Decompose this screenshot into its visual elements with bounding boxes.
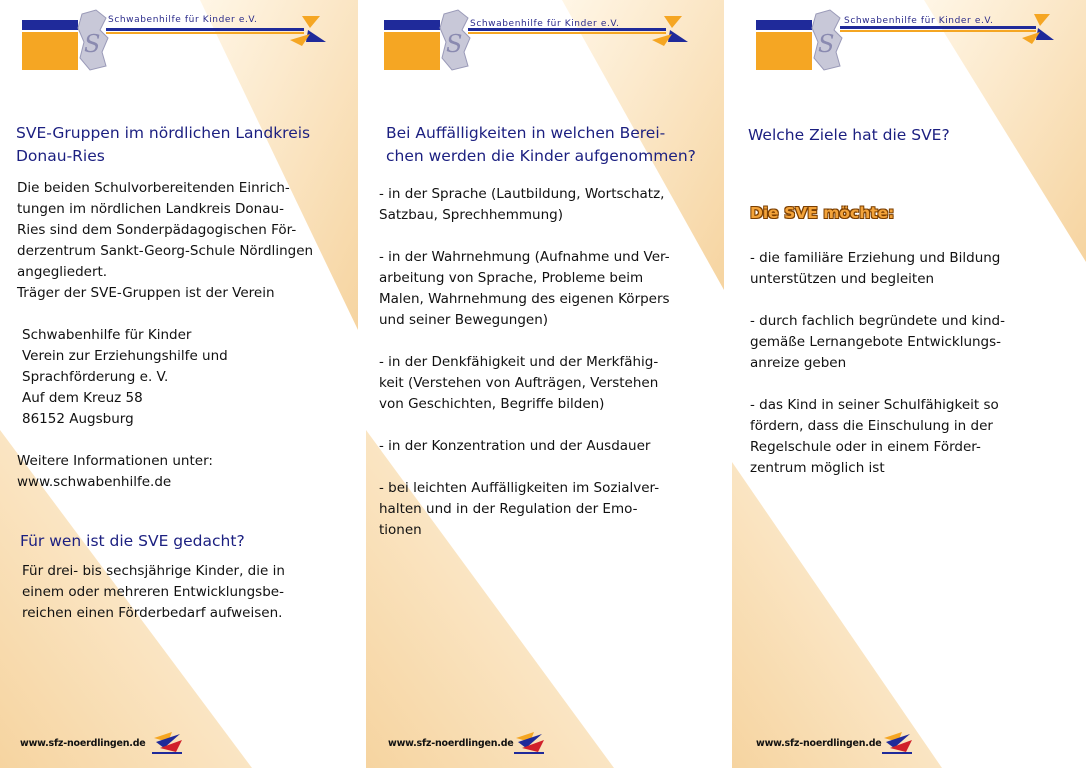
footer-logo-icon — [512, 728, 546, 756]
panel1-heading: SVE-Gruppen im nördlichen Landkreis Donau-Ries — [16, 124, 311, 165]
panel1-subheading: Für wen ist die SVE gedacht? — [20, 532, 245, 550]
panel1-address: Schwabenhilfe für Kinder Verein zur Erziehungshilfe und Sprachförderung e. V. Auf dem Kreuz 58 86152 Augsburg — [22, 327, 228, 427]
panel-2 — [362, 0, 724, 768]
list-item: - das Kind in seiner Schulfähigkeit so fördern, dass die Einschulung in der Regelschule oder in einem Förder- zentrum möglich ist — [750, 397, 999, 476]
list-item: - in der Sprache (Lautbildung, Wortschatz, Satzbau, Sprechhemmung) — [379, 186, 665, 223]
panel3-list — [750, 248, 1005, 479]
org-name: Schwabenhilfe für Kinder e.V. — [470, 19, 620, 29]
footer-url: www.sfz-noerdlingen.de — [20, 738, 146, 749]
panel1-intro: Die beiden Schulvorbereitenden Einrich- tungen im nördlichen Landkreis Donau- Ries sind dem Sonderpädagogischen För- derzentrum Sankt-Georg-Schule Nördlingen angegliedert. Träger der SVE-Gruppen ist der Verein — [17, 180, 314, 301]
footer-url: www.sfz-noerdlingen.de — [756, 738, 882, 749]
footer-logo-icon — [150, 728, 184, 756]
panel2-heading: Bei Auffälligkeiten in welchen Berei- chen werden die Kinder aufgenommen? — [386, 124, 696, 165]
panel3-heading: Welche Ziele hat die SVE? — [748, 126, 950, 144]
list-item: - in der Wahrnehmung (Aufnahme und Ver- arbeitung von Sprache, Probleme beim Malen, Wahrnehmung des eigenen Körpers und seiner Bewegungen) — [379, 249, 670, 328]
org-name: Schwabenhilfe für Kinder e.V. — [844, 16, 994, 26]
panel-3 — [724, 0, 1086, 768]
org-name: Schwabenhilfe für Kinder e.V. — [108, 15, 258, 25]
svg-text:S: S — [446, 30, 463, 58]
panel-1 — [0, 0, 362, 768]
panel1-more-info: Weitere Informationen unter: www.schwabenhilfe.de — [17, 453, 213, 490]
panel2-list — [379, 184, 670, 541]
panel3-subheading: Die SVE möchte: — [750, 203, 895, 222]
org-logo — [744, 8, 1056, 74]
list-item: - in der Konzentration und der Ausdauer — [379, 438, 651, 454]
list-item: - in der Denkfähigkeit und der Merkfähig- keit (Verstehen von Aufträgen, Verstehen von Geschichten, Begriffe bilden) — [379, 354, 659, 412]
svg-text:S: S — [84, 30, 101, 58]
panel1-target-text: Für drei- bis sechsjährige Kinder, die in einem oder mehreren Entwicklungsbe- reichen einen Förderbedarf aufweisen. — [22, 563, 285, 621]
list-item: - bei leichten Auffälligkeiten im Sozialver- halten und in der Regulation der Emo- tionen — [379, 480, 660, 538]
svg-text:S: S — [818, 30, 835, 58]
footer-logo-icon — [880, 728, 914, 756]
org-logo — [382, 8, 694, 74]
footer-url: www.sfz-noerdlingen.de — [388, 738, 514, 749]
list-item: - die familiäre Erziehung und Bildung unterstützen und begleiten — [750, 250, 1001, 287]
org-logo — [20, 8, 332, 74]
list-item: - durch fachlich begründete und kind- gemäße Lernangebote Entwicklungs- anreize geben — [750, 313, 1005, 371]
